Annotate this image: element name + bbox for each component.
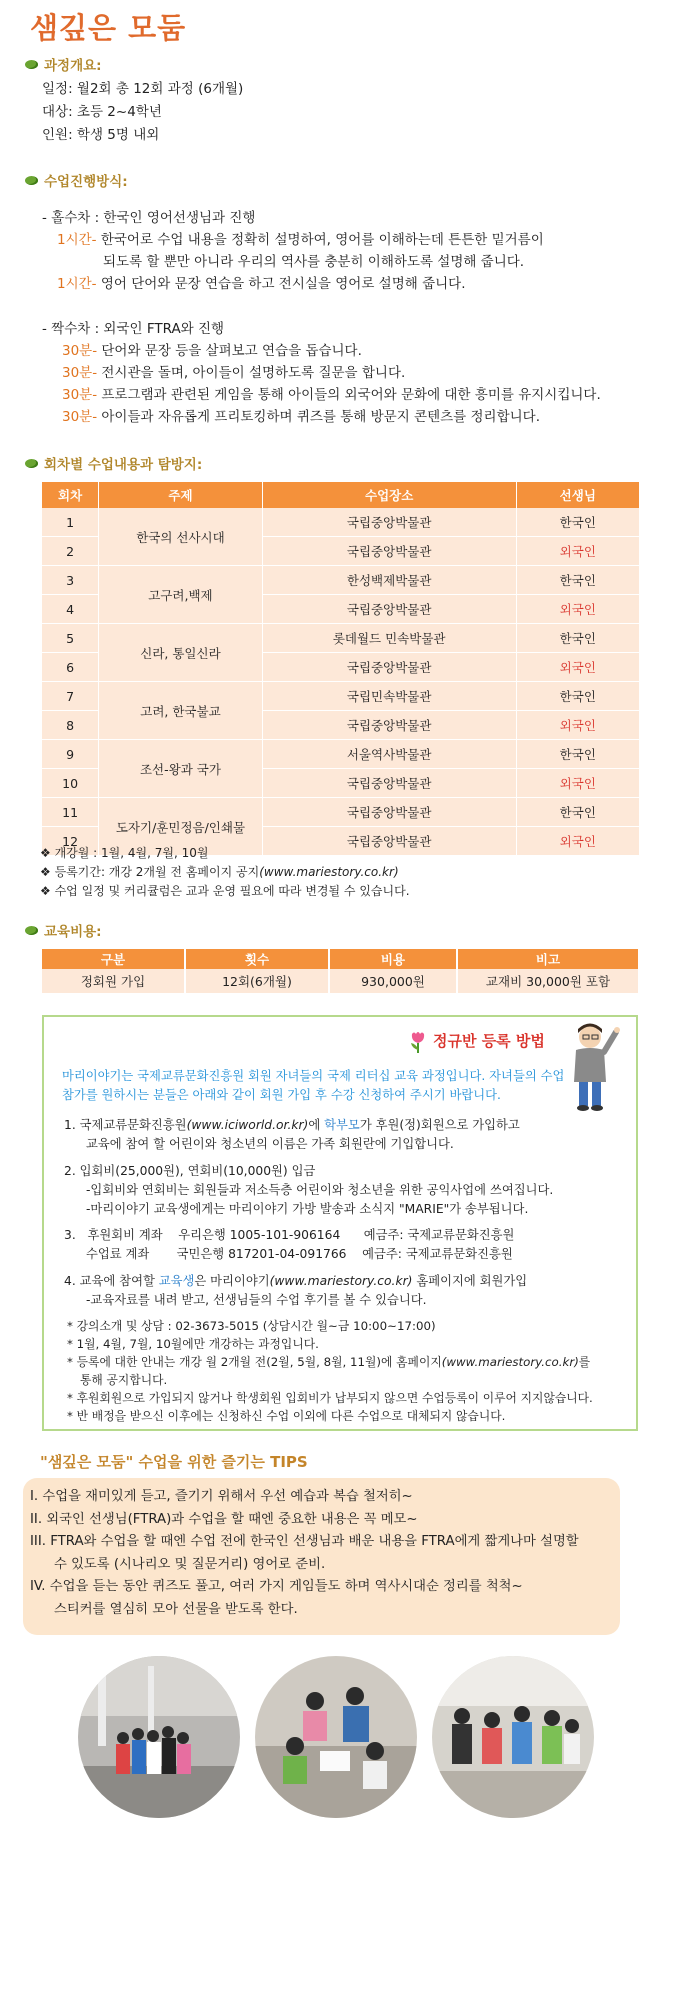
cell-no: 12 <box>42 827 99 856</box>
fee-cell: 930,000원 <box>330 969 458 993</box>
reg-star-note: * 후원회원으로 가입되지 않거나 학생회원 입회비가 납부되지 않으면 수업등록이 이루어 지지않습니다. <box>67 1391 593 1405</box>
item-text: 프로그램과 관련된 게임을 통해 아이들의 외국어와 문화에 대한 흥미를 유지시킵니다. <box>101 387 601 403</box>
page-title: 샘깊은 모둠 <box>30 11 187 45</box>
cell-topic: 고구려,백제 <box>99 566 263 624</box>
reg-step-line: 교육에 참여 할 어린이와 청소년의 이름은 가족 회원란에 기입합니다. <box>86 1137 454 1151</box>
even-item <box>62 340 362 362</box>
col-header: 비용 <box>330 949 458 969</box>
cell-no: 10 <box>42 769 99 798</box>
note-text: 수업 일정 및 커리큘럼은 교과 운영 필요에 따라 변경될 수 있습니다. <box>54 884 410 898</box>
tulip-icon <box>407 1030 429 1054</box>
leaf-icon <box>25 926 38 935</box>
table-row <box>42 624 640 653</box>
item-text: 아이들과 자유롭게 프리토킹하며 퀴즈를 통해 방문지 콘텐츠를 정리합니다. <box>101 409 540 425</box>
table-row <box>42 682 640 711</box>
reg-step-2: 2. 입회비(25,000원), 연회비(10,000원) 입금 <box>64 1164 316 1178</box>
class-photo <box>78 1656 240 1818</box>
odd-session-title: - 홀수차 : 한국인 영어선생님과 진행 <box>42 210 256 226</box>
overview-heading <box>25 54 102 74</box>
schedule-note: ❖ 등록기간: 개강 2개월 전 홈페이지 공지(www.mariestory.co.kr) <box>40 865 399 879</box>
even-item <box>62 384 601 406</box>
item-text: 한국어로 수업 내용을 정확히 설명하여, 영어를 이해하는데 튼튼한 밑거름이 <box>100 232 544 248</box>
cell-teacher: 외국인 <box>517 711 640 740</box>
cell-no: 1 <box>42 508 99 537</box>
tip-item: IV. 수업을 듣는 동안 퀴즈도 풀고, 여러 가지 게임들도 하며 역사시대순 정리를 척척~ <box>30 1579 523 1594</box>
cell-place: 국립중앙박물관 <box>263 711 517 740</box>
item-text: 전시관을 돌며, 아이들이 설명하도록 질문을 합니다. <box>101 365 406 381</box>
cell-no: 4 <box>42 595 99 624</box>
tip-item: 스티커를 열심히 모아 선물을 받도록 한다. <box>54 1601 298 1617</box>
reg-step-1 <box>64 1116 520 1135</box>
item-text: 영어 단어와 문장 연습을 하고 전시실을 영어로 설명해 줍니다. <box>100 276 466 292</box>
col-header: 수업장소 <box>263 482 517 508</box>
tips-title: "샘깊은 모둠" 수업을 위한 즐기는 TIPS <box>40 1453 308 1471</box>
class-photo-image <box>432 1656 594 1818</box>
reg-step-line: -교육자료를 내려 받고, 선생님들의 수업 후기를 볼 수 있습니다. <box>86 1293 427 1307</box>
step-text: 홈페이지에 회원가입 <box>416 1274 528 1288</box>
cell-place: 국립중앙박물관 <box>263 827 517 856</box>
registration-title: 정규반 등록 방법 <box>433 1032 545 1050</box>
col-header: 회차 <box>42 482 99 508</box>
registration-intro <box>62 1067 564 1105</box>
step-highlight: 학부모 <box>324 1118 360 1132</box>
cell-no: 5 <box>42 624 99 653</box>
time-tag: 30분- <box>62 387 98 403</box>
step-highlight: 교육생 <box>158 1274 195 1288</box>
col-header: 주제 <box>99 482 263 508</box>
overview-line: 일정: 월2회 총 12회 과정 (6개월) <box>42 81 244 97</box>
overview-heading-text: 과정개요: <box>44 58 102 74</box>
schedule-note: ❖ 수업 일정 및 커리큘럼은 교과 운영 필요에 따라 변경될 수 있습니다. <box>40 884 410 898</box>
star-url[interactable]: (www.mariestory.co.kr) <box>441 1355 579 1369</box>
reg-star-note <box>67 1353 590 1372</box>
cell-no: 7 <box>42 682 99 711</box>
schedule-note: ❖ 개강월 : 1월, 4월, 7월, 10월 <box>40 846 209 860</box>
intro-line: 마리이야기는 국제교류문화진흥원 회원 자녀들의 국제 리터십 교육 과정입니다. 자녀들의 수업 <box>62 1069 565 1083</box>
step-text: 은 마리이야기 <box>194 1274 270 1288</box>
step-text: 가 후원(정)회원으로 가입하고 <box>359 1118 520 1132</box>
note-text: 등록기간: 개강 2개월 전 홈페이지 공지 <box>54 865 260 879</box>
cell-topic: 조선-왕과 국가 <box>99 740 263 798</box>
class-photo <box>432 1656 594 1818</box>
time-tag: 1시간- <box>57 232 97 248</box>
cell-place: 롯데월드 민속박물관 <box>263 624 517 653</box>
time-tag: 30분- <box>62 365 98 381</box>
fees-heading-text: 교육비용: <box>44 924 102 940</box>
intro-line: 참가를 원하시는 분들은 아래와 같이 회원 가입 후 수강 신청하여 주시기 바랍니다. <box>62 1088 501 1102</box>
cell-topic: 고려, 한국불교 <box>99 682 263 740</box>
fee-cell: 12회(6개월) <box>186 969 330 993</box>
odd-item <box>57 273 466 295</box>
fees-heading <box>25 920 102 940</box>
cell-topic: 한국의 선사시대 <box>99 508 263 566</box>
reg-step-line: 수업료 계좌 국민은행 817201-04-091766 예금주: 국제교류문화진흥원 <box>86 1247 513 1261</box>
col-header: 구분 <box>42 949 186 969</box>
table-row <box>42 798 640 827</box>
cell-place: 국립중앙박물관 <box>263 798 517 827</box>
cell-place: 한성백제박물관 <box>263 566 517 595</box>
cell-teacher: 한국인 <box>517 798 640 827</box>
reg-star-note: 통해 공지합니다. <box>80 1373 168 1387</box>
cell-place: 서울역사박물관 <box>263 740 517 769</box>
cell-teacher: 외국인 <box>517 595 640 624</box>
cell-teacher: 한국인 <box>517 624 640 653</box>
even-session-title: - 짝수차 : 외국인 FTRA와 진행 <box>42 321 225 337</box>
cell-teacher: 한국인 <box>517 682 640 711</box>
reg-step-line: -입회비와 연회비는 회원들과 저소득층 어린이와 청소년을 위한 공익사업에 쓰여집니다. <box>86 1183 554 1197</box>
col-header: 선생님 <box>517 482 640 508</box>
star-text: 를 <box>578 1355 591 1369</box>
cell-no: 2 <box>42 537 99 566</box>
reg-star-note: * 강의소개 및 상담 : 02-3673-5015 (상담시간 월~금 10:00~17:00) <box>67 1319 436 1333</box>
time-tag: 30분- <box>62 343 98 359</box>
table-header-row <box>42 482 640 508</box>
schedule-heading-text: 회차별 수업내용과 탐방지: <box>44 457 203 473</box>
tip-item: III. FTRA와 수업을 할 때엔 수업 전에 한국인 선생님과 배운 내용을 FTRA에게 짧게나마 설명할 <box>30 1534 579 1549</box>
cell-topic: 신라, 통일신라 <box>99 624 263 682</box>
tips-list <box>30 1486 579 1621</box>
odd-item <box>57 229 544 251</box>
step-text: 4. 교육에 참여할 <box>64 1274 155 1288</box>
reg-step-4 <box>64 1272 527 1291</box>
col-header: 비고 <box>458 949 640 969</box>
cell-place: 국립중앙박물관 <box>263 653 517 682</box>
col-header: 횟수 <box>186 949 330 969</box>
item-text: 단어와 문장 등을 살펴보고 연습을 돕습니다. <box>101 343 362 359</box>
note-url[interactable]: (www.mariestory.co.kr) <box>259 865 399 879</box>
cell-topic: 도자기/훈민정음/인쇄물 <box>99 798 263 856</box>
reg-step-3: 3. 후원회비 계좌 우리은행 1005-101-906164 예금주: 국제교류문화진흥원 <box>64 1228 515 1242</box>
note-text: 개강월 : 1월, 4월, 7월, 10월 <box>54 846 209 860</box>
cell-no: 6 <box>42 653 99 682</box>
fees-table <box>42 949 640 993</box>
cell-teacher: 한국인 <box>517 508 640 537</box>
cell-no: 11 <box>42 798 99 827</box>
schedule-table <box>42 482 640 856</box>
fee-cell: 교재비 30,000원 포함 <box>458 969 640 993</box>
cell-place: 국립민속박물관 <box>263 682 517 711</box>
fee-cell: 정회원 가입 <box>42 969 186 993</box>
class-photo-image <box>78 1656 240 1818</box>
star-text: * 등록에 대한 안내는 개강 월 2개월 전(2월, 5월, 8월, 11월)에 홈페이지 <box>67 1355 442 1369</box>
table-row <box>42 969 640 993</box>
cell-teacher: 한국인 <box>517 566 640 595</box>
even-item <box>62 406 540 428</box>
tip-item: II. 외국인 선생님(FTRA)과 수업을 할 때엔 중요한 내용은 꼭 메모~ <box>30 1511 418 1527</box>
odd-item: 되도록 할 뿐만 아니라 우리의 역사를 충분히 이해하도록 설명해 줍니다. <box>103 254 525 270</box>
reg-step-line: -마리이야기 교육생에게는 마리이야기 가방 발송과 소식지 "MARIE"가 송부됩니다. <box>86 1202 529 1216</box>
method-heading <box>25 170 128 190</box>
method-heading-text: 수업진행방식: <box>44 174 128 190</box>
overview-line: 대상: 초등 2~4학년 <box>42 104 162 120</box>
leaf-icon <box>25 459 38 468</box>
table-row <box>42 508 640 537</box>
class-photo <box>255 1656 417 1818</box>
table-row <box>42 740 640 769</box>
time-tag: 30분- <box>62 409 98 425</box>
reg-star-note: * 1월, 4월, 7월, 10월에만 개강하는 과정입니다. <box>67 1337 319 1351</box>
table-header-row <box>42 949 640 969</box>
cell-teacher: 외국인 <box>517 537 640 566</box>
cell-place: 국립중앙박물관 <box>263 508 517 537</box>
cell-teacher: 외국인 <box>517 653 640 682</box>
cell-teacher: 외국인 <box>517 827 640 856</box>
tip-item: 수 있도록 (시나리오 및 질문거리) 영어로 준비. <box>54 1556 326 1572</box>
cell-teacher: 한국인 <box>517 740 640 769</box>
leaf-icon <box>25 176 38 185</box>
teacher-illustration <box>560 1020 624 1112</box>
cell-teacher: 외국인 <box>517 769 640 798</box>
leaf-icon <box>25 60 38 69</box>
reg-star-note: * 반 배정을 받으신 이후에는 신청하신 수업 이외에 다른 수업으로 대체되지 않습니다. <box>67 1409 506 1423</box>
even-item <box>62 362 405 384</box>
step-url[interactable]: (www.iciworld.or.kr) <box>186 1118 309 1132</box>
schedule-heading <box>25 453 202 473</box>
step-text: 에 <box>308 1118 321 1132</box>
overview-line: 인원: 학생 5명 내외 <box>42 127 160 143</box>
tip-item: I. 수업을 재미있게 듣고, 즐기기 위해서 우선 예습과 복습 철저히~ <box>30 1489 413 1504</box>
step-url[interactable]: (www.mariestory.co.kr) <box>269 1274 413 1288</box>
step-text: 1. 국제교류문화진흥원 <box>64 1118 187 1132</box>
cell-place: 국립중앙박물관 <box>263 769 517 798</box>
table-row <box>42 566 640 595</box>
class-photo-image <box>255 1656 417 1818</box>
time-tag: 1시간- <box>57 276 97 292</box>
cell-place: 국립중앙박물관 <box>263 595 517 624</box>
cell-no: 9 <box>42 740 99 769</box>
cell-place: 국립중앙박물관 <box>263 537 517 566</box>
cell-no: 3 <box>42 566 99 595</box>
cell-no: 8 <box>42 711 99 740</box>
